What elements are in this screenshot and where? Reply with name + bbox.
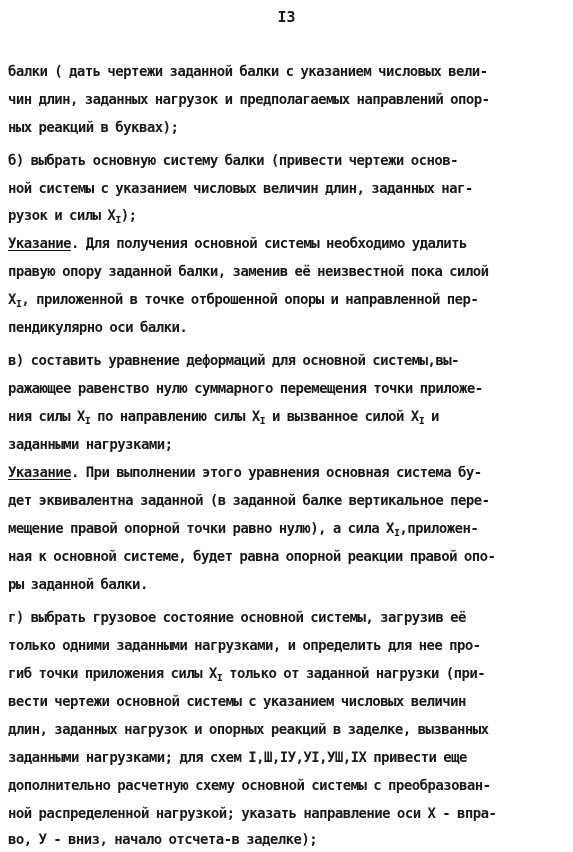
text-line: балки ( дать чертежи заданной балки с указанием числовых вели- [8,64,488,80]
text-line: ры заданной балки. [8,577,148,593]
text-line: заданными нагрузками; для схем I,Ш,IУ,УI,УШ,IX привести еще [8,750,467,766]
text-line: ных реакций в буквах); [8,120,179,136]
subscript: I [84,416,91,427]
text-run: гиб точки приложения силы X [8,666,217,682]
note-heading: Указание [8,236,72,252]
text-line: б) выбрать основную систему балки (привести чертежи основ- [8,153,458,169]
text-run: . Для получения основной системы необходимо удалить [71,236,467,252]
text-run: мещение правой опорной точки равно нулю), а сила X [8,521,394,537]
subscript: I [115,215,121,226]
text-line: в) составить уравнение деформаций для основной системы,вы- [8,353,459,369]
text-line: дет эквивалентна заданной (в заданной балке вертикальное пере- [8,493,490,509]
text-line: вести чертежи основной системы с указанием числовых величин [8,694,466,710]
text-line [8,664,568,684]
subscript: I [15,299,22,310]
subscript: I [216,673,223,684]
text-line [8,234,568,254]
text-run: X [8,292,16,308]
text-run: , приложенной в точке отброшенной опоры и направленной пер- [21,292,479,308]
text-line: правую опору заданной балки, заменив её неизвестной пока силой [8,264,489,280]
text-run: только от заданной нагрузки (при- [222,666,486,682]
text-line: во, У - вниз, начало отсчета-в заделке); [8,832,318,848]
text-line: ная к основной системе, будет равна опорной реакции правой опо- [8,549,496,565]
note-heading: Указание [8,465,72,481]
subscript: I [259,416,266,427]
text-line [8,463,568,483]
text-run: ния силы X [8,409,85,425]
text-line: пендикулярно оси балки. [8,320,188,336]
text-line [8,519,568,539]
text-line [8,206,568,226]
page-number: I3 [277,8,296,26]
text-line: г) выбрать грузовое состояние основной системы, загрузив её [8,610,466,626]
text-run: ,приложен- [399,521,479,537]
text-line [8,290,568,310]
text-run: . При выполнении этого уравнения основная система бу- [71,465,482,481]
text-run: и вызванное силой X [265,409,419,425]
text-run: и [424,409,439,425]
text-line: длин, заданных нагрузок и опорных реакций в заделке, вызванных [8,722,489,738]
text-run: рузок и силы X [8,208,116,224]
subscript: I [418,416,425,427]
text-line [8,407,568,427]
text-line: чин длин, заданных нагрузок и предполагаемых направлений опор- [8,92,490,108]
text-line: дополнительно расчетную схему основной системы с преобразован- [8,778,491,794]
subscript: I [393,528,400,539]
text-line: заданными нагрузками; [8,437,173,453]
text-line: ной системы с указанием числовых величин длин, заданных наг- [8,181,473,197]
text-line: ражающее равенство нулю суммарного перемещения точки приложе- [8,381,483,397]
text-run: ); [120,208,137,224]
text-line: только одними заданными нагрузками, и определить для нее про- [8,638,481,654]
text-run: по направлению силы X [90,409,260,425]
text-line: ной распределенной нагрузкой; указать направление оси X - впра- [8,806,497,822]
